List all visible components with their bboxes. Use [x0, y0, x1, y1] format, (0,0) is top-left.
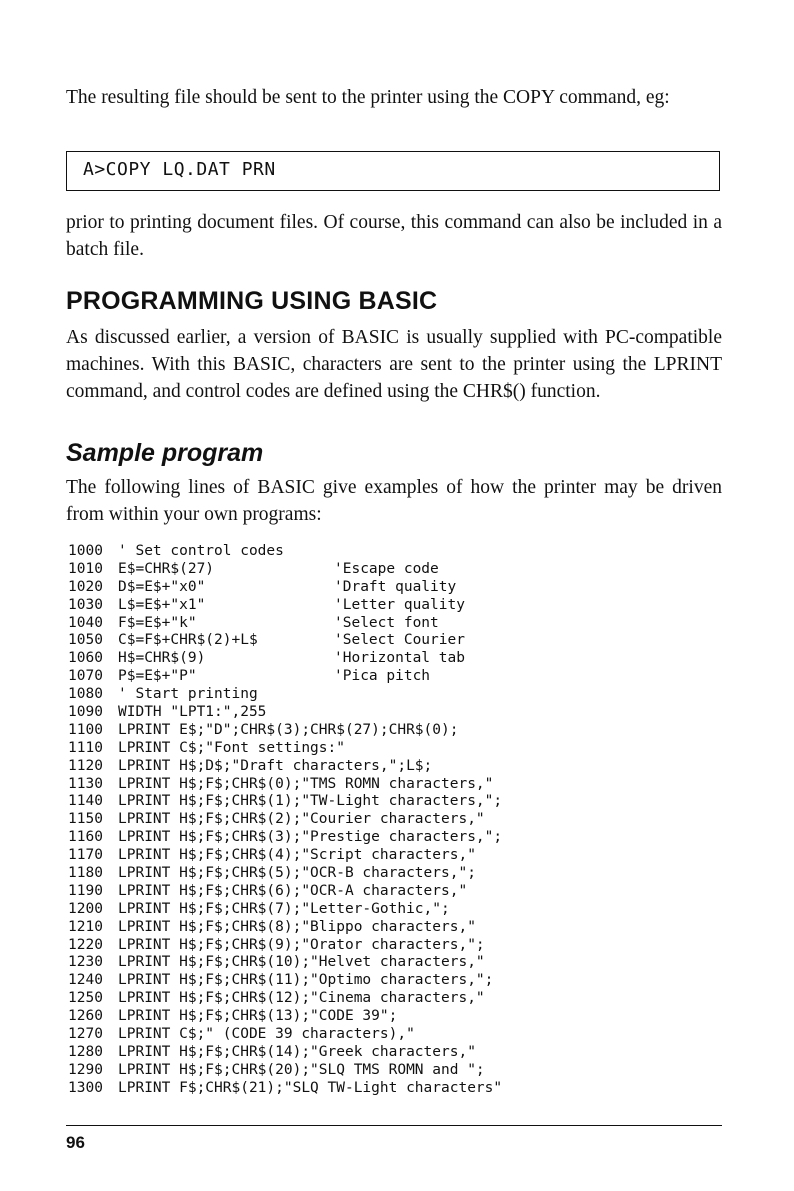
code-line-number: 1030 — [68, 596, 103, 613]
code-line — [68, 776, 502, 794]
code-line — [68, 543, 502, 561]
code-line — [68, 1062, 502, 1080]
code-listing — [68, 543, 502, 1098]
code-line — [68, 954, 502, 972]
code-line — [68, 704, 502, 722]
code-line-number: 1290 — [68, 1061, 103, 1078]
code-line-number: 1090 — [68, 704, 103, 721]
code-statement: LPRINT H$;D$;"Draft characters,";L$; — [118, 757, 433, 774]
code-line-number: 1270 — [68, 1026, 103, 1043]
code-statement: L$=E$+"x1" — [118, 596, 206, 613]
code-statement: LPRINT H$;F$;CHR$(5);"OCR-B characters,"; — [118, 865, 476, 882]
code-statement: LPRINT H$;F$;CHR$(9);"Orator characters,"; — [118, 936, 485, 953]
code-statement: F$=E$+"k" — [118, 614, 197, 631]
code-line-number: 1220 — [68, 936, 103, 953]
code-statement: LPRINT H$;F$;CHR$(8);"Blippo characters," — [118, 918, 476, 935]
code-line — [68, 561, 502, 579]
code-line — [68, 668, 502, 686]
code-statement: C$=F$+CHR$(2)+L$ — [118, 632, 258, 649]
code-line — [68, 811, 502, 829]
code-line — [68, 901, 502, 919]
code-line-number: 1040 — [68, 614, 103, 631]
code-line-number: 1190 — [68, 882, 103, 899]
code-comment: 'Select font — [334, 614, 439, 631]
code-line — [68, 758, 502, 776]
command-text: A>COPY LQ.DAT PRN — [83, 159, 276, 180]
code-line — [68, 686, 502, 704]
code-statement: LPRINT H$;F$;CHR$(11);"Optimo characters,"; — [118, 972, 494, 989]
code-line-number: 1150 — [68, 811, 103, 828]
code-line-number: 1140 — [68, 793, 103, 810]
code-statement: LPRINT C$;" (CODE 39 characters)," — [118, 1026, 415, 1043]
code-line-number: 1200 — [68, 900, 103, 917]
code-line-number: 1180 — [68, 865, 103, 882]
code-line-number: 1060 — [68, 650, 103, 667]
code-statement: LPRINT H$;F$;CHR$(4);"Script characters," — [118, 847, 476, 864]
code-line-number: 1280 — [68, 1043, 103, 1060]
code-line — [68, 793, 502, 811]
code-line-number: 1110 — [68, 739, 103, 756]
code-line-number: 1100 — [68, 721, 103, 738]
code-line — [68, 937, 502, 955]
code-line — [68, 579, 502, 597]
code-line — [68, 990, 502, 1008]
code-statement: H$=CHR$(9) — [118, 650, 206, 667]
code-line — [68, 615, 502, 633]
code-line-number: 1130 — [68, 775, 103, 792]
code-statement: LPRINT F$;CHR$(21);"SLQ TW-Light characters" — [118, 1079, 503, 1096]
code-statement: LPRINT H$;F$;CHR$(13);"CODE 39"; — [118, 1008, 398, 1025]
code-line — [68, 740, 502, 758]
code-line-number: 1010 — [68, 560, 103, 577]
code-comment: 'Escape code — [334, 560, 439, 577]
code-line-number: 1160 — [68, 829, 103, 846]
subsection-heading: Sample program — [66, 439, 264, 467]
code-statement: LPRINT H$;F$;CHR$(6);"OCR-A characters," — [118, 882, 468, 899]
code-line — [68, 1026, 502, 1044]
code-statement: LPRINT H$;F$;CHR$(1);"TW-Light characters,"; — [118, 793, 503, 810]
code-line-number: 1230 — [68, 954, 103, 971]
subsection-paragraph: The following lines of BASIC give examples of how the printer may be driven from within your own programs: — [66, 477, 722, 525]
code-statement: LPRINT H$;F$;CHR$(20);"SLQ TMS ROMN and "; — [118, 1061, 485, 1078]
code-statement: WIDTH "LPT1:",255 — [118, 704, 267, 721]
section-heading: PROGRAMMING USING BASIC — [66, 287, 438, 315]
code-statement: LPRINT C$;"Font settings:" — [118, 739, 345, 756]
code-line-number: 1070 — [68, 668, 103, 685]
code-line-number: 1260 — [68, 1008, 103, 1025]
code-line-number: 1000 — [68, 543, 103, 559]
page-number: 96 — [66, 1133, 85, 1152]
code-line — [68, 919, 502, 937]
code-line — [68, 632, 502, 650]
intro-paragraph: The resulting file should be sent to the printer using the COPY command, eg: — [66, 87, 670, 108]
code-comment: 'Draft quality — [334, 578, 457, 595]
section-paragraph: As discussed earlier, a version of BASIC is usually supplied with PC-compatible machines. With this BASIC, characters are sent to the printer using the LPRINT command, and control codes are defined using the CHR$() function. — [66, 327, 722, 402]
code-line — [68, 883, 502, 901]
code-line-number: 1170 — [68, 847, 103, 864]
code-line — [68, 1080, 502, 1098]
footer-rule — [66, 1125, 722, 1126]
code-statement: D$=E$+"x0" — [118, 578, 206, 595]
code-line-number: 1300 — [68, 1079, 103, 1096]
code-line-number: 1240 — [68, 972, 103, 989]
code-statement: LPRINT H$;F$;CHR$(12);"Cinema characters," — [118, 990, 485, 1007]
code-line — [68, 829, 502, 847]
code-line — [68, 1044, 502, 1062]
code-line-number: 1120 — [68, 757, 103, 774]
code-line-number: 1250 — [68, 990, 103, 1007]
code-statement: LPRINT H$;F$;CHR$(14);"Greek characters," — [118, 1043, 476, 1060]
code-comment: 'Pica pitch — [334, 668, 431, 685]
code-statement: LPRINT H$;F$;CHR$(2);"Courier characters," — [118, 811, 485, 828]
code-statement: LPRINT H$;F$;CHR$(10);"Helvet characters," — [118, 954, 485, 971]
code-line — [68, 972, 502, 990]
code-line — [68, 865, 502, 883]
code-statement: LPRINT H$;F$;CHR$(3);"Prestige characters,"; — [118, 829, 503, 846]
command-box — [66, 151, 720, 191]
code-line-number: 1210 — [68, 918, 103, 935]
code-line-number: 1080 — [68, 686, 103, 703]
code-line-number: 1050 — [68, 632, 103, 649]
code-line-number: 1020 — [68, 578, 103, 595]
code-statement: LPRINT H$;F$;CHR$(0);"TMS ROMN characters," — [118, 775, 494, 792]
code-statement: ' Set control codes — [118, 543, 284, 559]
code-line — [68, 847, 502, 865]
after-box-paragraph: prior to printing document files. Of course, this command can also be included in a batch file. — [66, 212, 722, 260]
code-comment: 'Select Courier — [334, 632, 465, 649]
code-statement: P$=E$+"P" — [118, 668, 197, 685]
code-statement: ' Start printing — [118, 686, 258, 703]
code-line — [68, 1008, 502, 1026]
code-line — [68, 597, 502, 615]
code-line — [68, 650, 502, 668]
code-comment: 'Letter quality — [334, 596, 465, 613]
code-comment: 'Horizontal tab — [334, 650, 465, 667]
code-statement: E$=CHR$(27) — [118, 560, 215, 577]
code-line — [68, 722, 502, 740]
code-statement: LPRINT E$;"D";CHR$(3);CHR$(27);CHR$(0); — [118, 721, 459, 738]
code-statement: LPRINT H$;F$;CHR$(7);"Letter-Gothic,"; — [118, 900, 450, 917]
